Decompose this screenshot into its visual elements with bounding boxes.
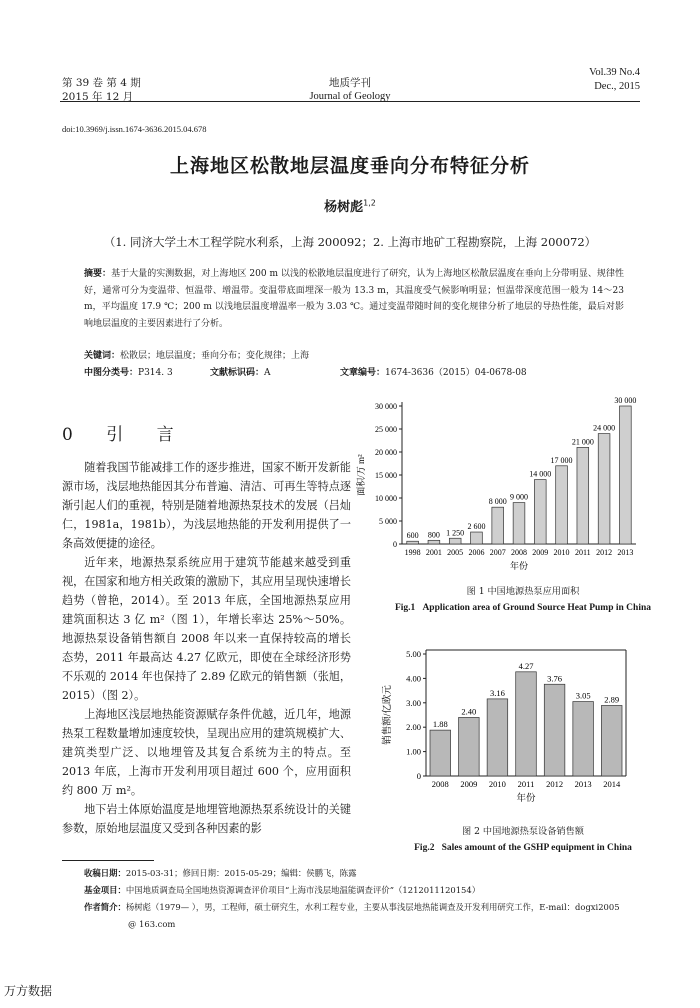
affiliation: （1. 同济大学土木工程学院水利系，上海 200092；2. 上海市地矿工程勘察院，上海 200072） xyxy=(103,235,597,249)
body-text xyxy=(62,458,351,838)
doccode-value: A xyxy=(264,368,271,378)
figure-1-caption xyxy=(378,584,668,616)
bar-value-label: 24 000 xyxy=(593,423,616,433)
journal-name-cn: 地质学刊 xyxy=(329,77,371,89)
x-tick-label: 2012 xyxy=(596,548,613,557)
header-rule xyxy=(60,101,640,102)
section-heading: 0 引 言 xyxy=(62,425,188,445)
x-tick-label: 2012 xyxy=(546,779,564,789)
keywords xyxy=(84,348,309,361)
bar-value-label: 2.40 xyxy=(461,706,477,717)
bar-value-label: 8 000 xyxy=(488,497,507,507)
article-value: 1674-3636（2015）04-0678-08 xyxy=(385,368,527,378)
bar xyxy=(492,507,504,544)
x-axis-title: 年份 xyxy=(509,561,529,571)
y-tick-label: 15 000 xyxy=(375,471,397,480)
y-tick-label: 5 000 xyxy=(379,517,397,526)
y-tick-label: 10 000 xyxy=(375,494,397,503)
x-tick-label: 2001 xyxy=(425,548,442,557)
volume-issue-cn: 第 39 卷 第 4 期 xyxy=(62,77,141,89)
classification-line xyxy=(84,365,624,378)
bio-label: 作者简介： xyxy=(84,902,126,912)
received-text: 2015-03-31；修回日期：2015-05-29；编辑：侯鹏飞，陈露 xyxy=(125,868,357,878)
x-tick-label: 2010 xyxy=(553,548,570,557)
bar-value-label: 3.05 xyxy=(575,690,591,701)
y-tick-label: 5.00 xyxy=(406,649,421,659)
bar xyxy=(534,480,546,544)
paragraph-3: 上海地区浅层地热能资源赋存条件优越，近几年，地源热泵工程数量增加速度较快，呈现出应用的建筑规模扩大、建筑类型广泛、以地埋管及其复合系统为主的特点。至 2013 年底，上海市开发利用项目超过 600 个，应用面积约 800 万 m²。 xyxy=(62,708,351,797)
fig1-caption-cn: 图 1 中国地源热泵应用面积 xyxy=(466,586,580,597)
paragraph-2: 近年来，地源热泵系统应用于建筑节能越来越受到重视，在国家和地方相关政策的激励下，其应用呈现快速增长趋势（曾艳，2014）。至 2013 年底，全国地源热泵应用建筑面积达 3 亿 m²（图 1），年增长率达 25%～50%。地源热泵设备销售额自 2008 年以来一直保持较高的增长态势，2011 年最高达 4.27 亿欧元，即使在全球经济形势不乐观的 2014 年也保持了 2.89 亿欧元的销售额（张旭，2015）（图 2）。 xyxy=(62,556,351,702)
x-tick-label: 1998 xyxy=(404,548,421,557)
fig2-caption-en xyxy=(378,840,668,856)
bar xyxy=(573,702,594,776)
bar xyxy=(459,717,480,776)
x-tick-label: 2007 xyxy=(489,548,506,557)
author-affil-marks: 1,2 xyxy=(363,198,376,208)
x-tick-label: 2013 xyxy=(617,548,634,557)
footnote-rule xyxy=(62,860,154,861)
x-tick-label: 2008 xyxy=(511,548,527,557)
keywords-text: 松散层；地层温度；垂向分布；变化规律；上海 xyxy=(120,351,310,361)
x-tick-label: 2011 xyxy=(517,779,535,789)
x-tick-label: 2008 xyxy=(431,779,449,789)
footnote-bio xyxy=(84,900,674,915)
doi: doi:10.3969/j.issn.1674-3636.2015.04.678 xyxy=(62,124,207,134)
bar-value-label: 9 000 xyxy=(510,492,528,502)
bar-value-label: 14 000 xyxy=(529,469,552,479)
bar-value-label: 30 000 xyxy=(614,396,637,405)
x-tick-label: 2005 xyxy=(447,548,464,557)
received-label: 收稿日期： xyxy=(84,868,126,878)
x-tick-label: 2009 xyxy=(460,779,478,789)
figure-1-chart xyxy=(350,394,650,572)
abstract-text: 基于大量的实测数据，对上海地区 200 m 以浅的松散地层温度进行了研究，认为上海地区松散层温度在垂向上分带明显、规律性好，通常可分为变温带、恒温带、增温带。变温带底面埋深一般为 13.3 m，其温度受气候影响明显；恒温带深度范围一般为 14～23 m，平均温度 17.9 ℃；200 m 以浅地层温度增温率一般为 3.03 ℃。通过变温带随时间的变化规律分析了地层的导热性能，最后对影响地层温度的主要因素进行了分析。 xyxy=(84,269,624,329)
bar xyxy=(598,434,610,544)
journal-name-en: Journal of Geology xyxy=(309,91,391,102)
bar-value-label: 1 250 xyxy=(446,528,465,538)
bar xyxy=(430,730,451,776)
bar xyxy=(513,503,525,544)
fund-label: 基金项目： xyxy=(84,885,126,895)
bar xyxy=(620,406,632,544)
footnote-bio-cont: @ 163.com xyxy=(128,919,176,929)
bar-value-label: 17 000 xyxy=(550,455,573,465)
bar xyxy=(487,699,508,776)
y-tick-label: 0 xyxy=(393,540,397,549)
abstract xyxy=(84,266,624,332)
x-tick-label: 2013 xyxy=(574,779,592,789)
bar xyxy=(449,538,461,544)
paragraph-1: 随着我国节能减排工作的逐步推进，国家不断开发新能源市场，浅层地热能因其分布普遍、清洁、可再生等特点逐渐引起人们的重视，特别是随着地源热泵技术的发展（吕灿仁，1981a，1981b），为浅层地热能的开发利用提供了一条高效便捷的途径。 xyxy=(62,461,351,550)
x-tick-label: 2014 xyxy=(603,779,621,789)
bar xyxy=(407,541,419,544)
bar-value-label: 800 xyxy=(427,530,440,540)
bar-value-label: 600 xyxy=(406,531,419,541)
figure-2-chart xyxy=(372,640,642,816)
watermark: 万方数据 xyxy=(4,984,53,998)
y-tick-label: 2.00 xyxy=(406,722,421,733)
bar-value-label: 21 000 xyxy=(571,437,594,447)
x-tick-label: 2009 xyxy=(532,548,549,557)
bar xyxy=(577,447,589,544)
abstract-label: 摘要： xyxy=(84,269,112,279)
y-tick-label: 20 000 xyxy=(375,448,397,457)
y-tick-label: 1.00 xyxy=(406,746,421,757)
fig2-caption-cn: 图 2 中国地源热泵设备销售额 xyxy=(462,826,584,837)
y-tick-label: 0 xyxy=(416,771,421,781)
class-label: 中图分类号： xyxy=(84,368,139,378)
header-volume-cn xyxy=(62,76,141,104)
bar xyxy=(516,672,537,776)
bar xyxy=(556,466,568,544)
bar xyxy=(471,532,483,544)
y-tick-label: 4.00 xyxy=(406,673,421,684)
class-value: P314. 3 xyxy=(138,368,173,378)
fig1-caption-en-text: Application area of Ground Source Heat Pump in China xyxy=(422,603,651,613)
bar-value-label: 3.16 xyxy=(489,687,505,698)
y-axis-title: 面积/万 m² xyxy=(356,454,366,496)
x-tick-label: 2006 xyxy=(468,548,485,557)
x-tick-label: 2011 xyxy=(574,548,591,557)
x-axis-title: 年份 xyxy=(516,794,536,804)
fig2-label-en: Fig.2 xyxy=(414,843,435,853)
fig1-caption-en xyxy=(378,600,668,616)
bar-value-label: 3.76 xyxy=(547,673,563,684)
fund-text: 中国地质调查局全国地热资源调查评价项目“上海市浅层地温能调查评价”（1212011120154） xyxy=(125,885,481,895)
bar xyxy=(544,684,565,776)
figure-2-caption xyxy=(378,824,668,856)
header-journal xyxy=(280,76,420,104)
paper-title: 上海地区松散地层温度垂向分布特征分析 xyxy=(169,155,530,177)
y-tick-label: 3.00 xyxy=(406,697,421,708)
bar xyxy=(601,705,622,776)
y-tick-label: 30 000 xyxy=(375,402,397,411)
doccode-label: 文献标识码： xyxy=(210,368,265,378)
x-tick-label: 2010 xyxy=(488,779,506,789)
paragraph-4: 地下岩土体原始温度是地埋管地源热泵系统设计的关键参数，原始地层温度又受到各种因素的影 xyxy=(62,803,351,835)
date-cn: 2015 年 12 月 xyxy=(62,91,134,103)
y-axis-title: 销售额/亿欧元 xyxy=(383,685,393,745)
article-label: 文章编号： xyxy=(340,368,386,378)
bar-value-label: 4.27 xyxy=(518,660,534,671)
author xyxy=(0,196,700,215)
keywords-label: 关键词： xyxy=(84,351,121,361)
bar-value-label: 2 600 xyxy=(467,522,486,532)
volume-issue-en: Vol.39 No.4 xyxy=(589,67,640,78)
date-en: Dec., 2015 xyxy=(594,81,640,92)
bio-text: 杨树彪（1979— ），男，工程师，硕士研究生，水利工程专业，主要从事浅层地热能调查及开发利用研究工作，E-mail：dogxi2005 xyxy=(125,902,620,912)
y-tick-label: 25 000 xyxy=(375,425,397,434)
footnote-received xyxy=(84,866,674,881)
footnote-fund xyxy=(84,883,674,898)
bar-value-label: 1.88 xyxy=(432,719,448,730)
fig1-label-en: Fig.1 xyxy=(394,603,416,613)
fig2-caption-en-text: Sales amount of the GSHP equipment in China xyxy=(441,843,632,853)
header-volume-en xyxy=(589,66,640,94)
bar-value-label: 2.89 xyxy=(604,694,620,705)
bar xyxy=(428,540,440,544)
author-name: 杨树彪 xyxy=(324,200,364,215)
